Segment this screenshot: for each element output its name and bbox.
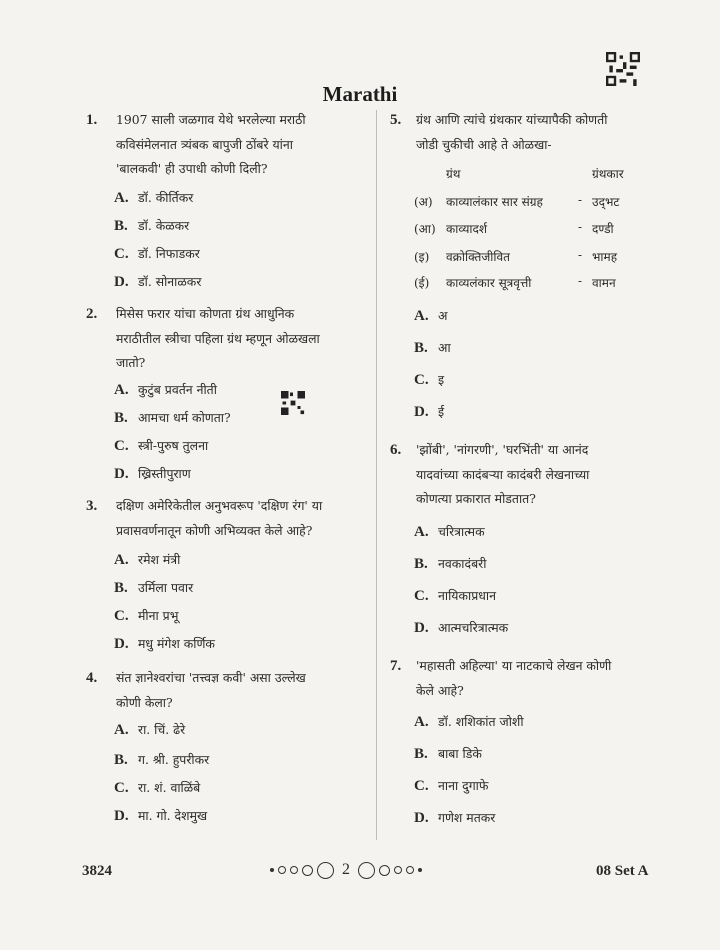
option-d[interactable]	[414, 808, 495, 828]
question-number: 4.	[86, 670, 98, 686]
question-line: यादवांच्या कादंबऱ्या कादंबरी लेखनाच्या	[416, 466, 590, 482]
ornament-dot-icon	[270, 868, 274, 872]
question-number: 7.	[390, 658, 402, 674]
option-text: इ	[438, 372, 445, 387]
option-letter: A.	[114, 382, 129, 398]
pair-mark: (इ)	[414, 250, 430, 264]
question-line: जातो?	[116, 355, 146, 370]
option-a[interactable]	[114, 188, 193, 208]
option-letter: D.	[114, 808, 129, 824]
option-c[interactable]	[114, 606, 178, 626]
option-letter: C.	[414, 778, 429, 794]
question-text	[416, 438, 666, 512]
booklet-code: 3824	[82, 863, 112, 879]
option-text: नाना दुगाफे	[438, 778, 489, 793]
option-letter: A.	[414, 714, 429, 730]
option-a[interactable]	[414, 306, 447, 326]
pair-author: भामह	[592, 250, 618, 264]
option-text: रा. चिं. ढेरे	[138, 722, 186, 737]
option-text: नवकादंबरी	[438, 556, 487, 571]
option-text: मीना प्रभू	[138, 608, 179, 623]
option-text: डॉ. शशिकांत जोशी	[438, 714, 524, 729]
pair-dash: -	[578, 248, 583, 262]
option-text: डॉ. निफाडकर	[138, 246, 200, 261]
option-text: मा. गो. देशमुख	[138, 808, 208, 823]
option-letter: A.	[114, 552, 129, 568]
option-b[interactable]	[414, 744, 482, 764]
option-text: मधु मंगेश कर्णिक	[138, 636, 215, 651]
option-text: नायिकाप्रधान	[438, 588, 496, 603]
option-d[interactable]	[414, 618, 508, 638]
option-letter: B.	[414, 340, 428, 356]
option-letter: B.	[114, 410, 128, 426]
option-c[interactable]	[114, 244, 200, 264]
option-text: डॉ. कीर्तिकर	[138, 190, 194, 205]
option-c[interactable]	[114, 436, 208, 456]
option-b[interactable]	[114, 408, 231, 428]
pair-author: वामन	[592, 276, 616, 290]
pair-author: दण्डी	[592, 222, 614, 236]
question-line: मिसेस फरार यांचा कोणता ग्रंथ आधुनिक	[116, 306, 295, 321]
option-c[interactable]	[414, 776, 488, 796]
question-line: जोडी चुकीची आहे ते ओळखा-	[416, 136, 552, 152]
question-line: 'झोंबी', 'नांगरणी', 'घरभिंती' या आनंद	[416, 442, 589, 457]
option-text: अ	[438, 308, 448, 323]
option-letter: D.	[414, 404, 429, 420]
pair-mark: (आ)	[414, 222, 436, 236]
option-letter: B.	[114, 218, 128, 234]
option-d[interactable]	[114, 806, 207, 826]
question-number: 3.	[86, 498, 98, 514]
pair-dash: -	[578, 274, 583, 288]
pair-book: काव्यालंकार सार संग्रह	[446, 195, 543, 209]
option-b[interactable]	[114, 578, 193, 598]
ornament-ring-icon	[406, 866, 414, 874]
option-text: आमचा धर्म कोणता?	[138, 410, 231, 425]
option-text: ग. श्री. हुपरीकर	[138, 752, 210, 767]
ornament-ring-icon	[290, 866, 298, 874]
option-text: आ	[438, 340, 451, 355]
pair-book: काव्यलंकार सूत्रवृत्ती	[446, 276, 532, 290]
option-text: स्त्री-पुरुष तुलना	[138, 438, 209, 453]
option-a[interactable]	[114, 720, 185, 740]
pair-mark: (अ)	[414, 195, 433, 209]
option-a[interactable]	[114, 550, 180, 570]
question-number: 5.	[390, 112, 402, 128]
option-text: डॉ. सोनाळकर	[138, 274, 202, 289]
option-b[interactable]	[414, 338, 451, 358]
question-text	[416, 108, 666, 157]
question-line: 'महासती अहिल्या' या नाटकाचे लेखन कोणी	[416, 658, 612, 673]
option-text: ख्रिस्तीपुराण	[138, 466, 191, 481]
question-text	[116, 494, 366, 543]
option-letter: C.	[114, 246, 129, 262]
option-letter: B.	[114, 580, 128, 596]
question-line: 1907 साली जळगाव येथे भरलेल्या मराठी	[116, 112, 306, 127]
question-line: प्रवासवर्णनातून कोणी अभिव्यक्त केले आहे?	[116, 522, 313, 538]
option-letter: A.	[114, 190, 129, 206]
option-d[interactable]	[114, 272, 201, 292]
option-letter: D.	[414, 620, 429, 636]
question-number: 1.	[86, 112, 98, 128]
question-line: संत ज्ञानेश्वरांचा 'तत्त्वज्ञ कवी' असा उल्लेख	[116, 670, 306, 685]
question-line: दक्षिण अमेरिकेतील अनुभवरूप 'दक्षिण रंग' या	[116, 498, 323, 513]
option-letter: A.	[414, 524, 429, 540]
qr-code-icon	[281, 391, 305, 415]
option-b[interactable]	[114, 216, 189, 236]
option-letter: B.	[414, 556, 428, 572]
option-letter: A.	[414, 308, 429, 324]
pair-dash: -	[578, 220, 583, 234]
question-text	[116, 108, 366, 182]
option-letter: C.	[114, 780, 129, 796]
question-line: केले आहे?	[416, 682, 464, 698]
pair-book: काव्यादर्श	[446, 222, 488, 236]
option-letter: D.	[114, 636, 129, 652]
ornament-dot-icon	[418, 868, 422, 872]
column-header-book: ग्रंथ	[446, 167, 461, 181]
pair-dash: -	[578, 193, 583, 207]
ornament-ring-icon	[278, 866, 286, 874]
option-letter: C.	[114, 438, 129, 454]
pair-mark: (ई)	[414, 276, 430, 290]
option-letter: D.	[114, 466, 129, 482]
option-letter: C.	[414, 372, 429, 388]
option-text: आत्मचरित्रात्मक	[438, 620, 509, 635]
option-c[interactable]	[414, 370, 444, 390]
option-b[interactable]	[414, 554, 486, 574]
option-d[interactable]	[114, 634, 215, 654]
ornament-ring-icon	[394, 866, 402, 874]
set-label: 08 Set A	[596, 863, 649, 879]
pair-book: वक्रोक्तिजीवित	[446, 250, 511, 264]
option-letter: C.	[114, 608, 129, 624]
question-text	[116, 302, 366, 376]
option-c[interactable]	[414, 586, 496, 606]
question-number: 6.	[390, 442, 402, 458]
option-text: उर्मिला पवार	[138, 580, 194, 595]
option-letter: B.	[414, 746, 428, 762]
option-text: कुटुंब प्रवर्तन नीती	[138, 382, 217, 397]
question-line: मराठीतील स्त्रीचा पहिला ग्रंथ म्हणून ओळखला	[116, 330, 320, 346]
option-a[interactable]	[114, 380, 217, 400]
option-text: रा. शं. वाळिंबे	[138, 780, 201, 795]
qr-code-icon	[606, 52, 640, 86]
question-line: कविसंमेलनात त्र्यंबक बापुजी ठोंबरे यांना	[116, 136, 293, 152]
option-letter: B.	[114, 752, 128, 768]
option-letter: C.	[414, 588, 429, 604]
option-text: चरित्रात्मक	[438, 524, 485, 539]
option-text: बाबा डिके	[438, 746, 482, 761]
question-line: कोणत्या प्रकारात मोडतात?	[416, 491, 536, 506]
column-header-author: ग्रंथकार	[592, 167, 624, 181]
option-text: गणेश मतकर	[438, 810, 496, 825]
option-letter: D.	[414, 810, 429, 826]
page-number-ornament	[270, 858, 422, 882]
question-line: 'बालकवी' ही उपाधी कोणी दिली?	[116, 161, 268, 176]
question-text	[416, 654, 666, 703]
option-d[interactable]	[414, 402, 444, 422]
ornament-ring-icon	[379, 865, 390, 876]
option-text: डॉ. केळकर	[138, 218, 190, 233]
option-c[interactable]	[114, 778, 200, 798]
option-text: ई	[438, 404, 445, 419]
question-line: ग्रंथ आणि त्यांचे ग्रंथकार यांच्यापैकी कोणती	[416, 112, 608, 127]
ornament-ring-icon	[358, 862, 375, 879]
option-a[interactable]	[414, 522, 485, 542]
option-letter: D.	[114, 274, 129, 290]
page-number: 2	[342, 861, 350, 878]
ornament-ring-icon	[317, 862, 334, 879]
question-line: कोणी केला?	[116, 694, 173, 710]
option-d[interactable]	[114, 464, 191, 484]
option-a[interactable]	[414, 712, 524, 732]
column-divider	[376, 110, 377, 840]
subject-title: Marathi	[322, 82, 398, 106]
question-text	[116, 666, 366, 715]
option-text: रमेश मंत्री	[138, 552, 181, 567]
ornament-ring-icon	[302, 865, 313, 876]
question-number: 2.	[86, 306, 98, 322]
pair-author: उद्‌भट	[592, 195, 620, 209]
option-letter: A.	[114, 722, 129, 738]
option-b[interactable]	[114, 750, 209, 770]
